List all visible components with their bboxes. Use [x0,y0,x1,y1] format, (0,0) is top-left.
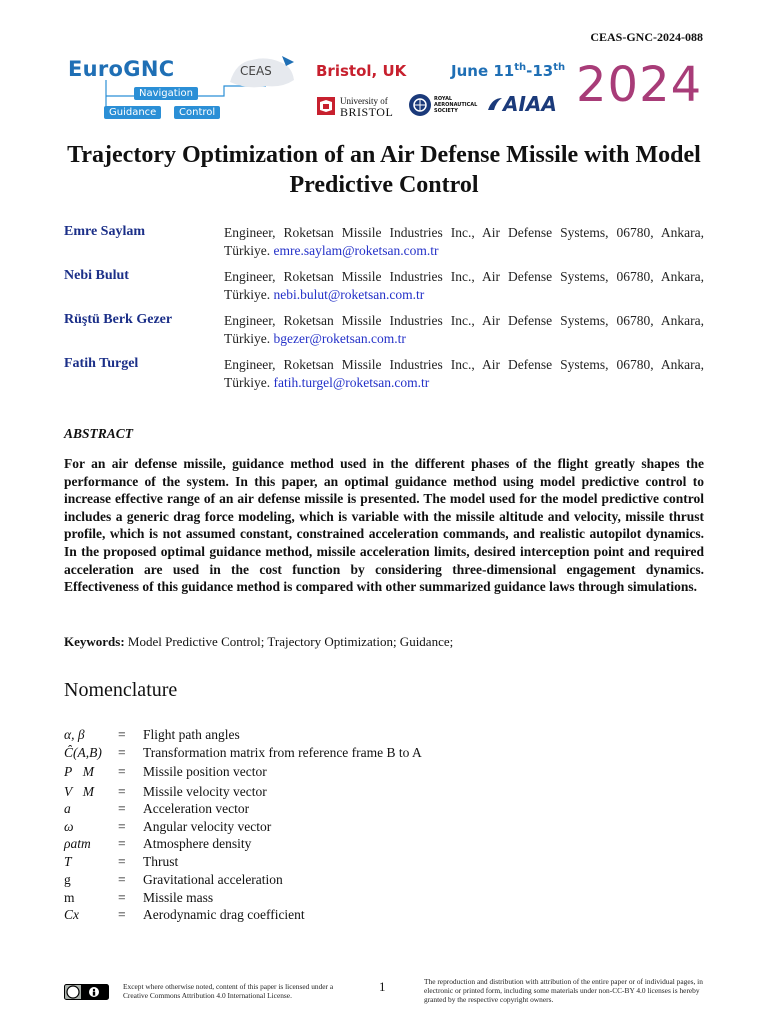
nomenclature-symbol: m [64,890,75,905]
author-entry [64,312,704,352]
nomenclature-row: Ĉ(A,B) = Transformation matrix from reference frame B to A [64,745,422,760]
keywords [64,634,453,650]
nomenclature-row: ρatm = Atmosphere density [64,836,252,851]
author-affiliation: Engineer, Roketsan Missile Industries Inc., Air Defense Systems, 06780, Ankara, Türkiye. emre.saylam@roketsan.com.tr [224,225,704,258]
navigation-block: Navigation [134,87,198,100]
creative-commons-badge-icon [64,984,109,1000]
nomenclature-symbol: g [64,872,71,887]
nomenclature-row: a⃗ = Acceleration vector [64,801,250,816]
author-name: Nebi Bulut [64,268,129,283]
license-notice: Except where otherwise noted, content of this paper is licensed under a Creative Commons Attribution 4.0 International License. [123,982,334,1001]
nomenclature-definition: Missile mass [143,890,214,905]
aiaa-logo-text: AIAA [503,92,557,116]
keywords-list: Model Predictive Control; Trajectory Optimization; Guidance; [127,634,454,649]
author-name: Fatih Turgel [64,356,139,371]
university-crest-icon [316,96,336,116]
author-email-link[interactable]: bgezer@roketsan.com.tr [273,331,406,346]
author-email-link[interactable]: emre.saylam@roketsan.com.tr [273,243,439,258]
conference-dates: June 11th-13th [451,62,566,80]
nomenclature-definition: Flight path angles [143,727,240,742]
ceas-logo-text: CEAS [240,64,272,78]
paper-title: Trajectory Optimization of an Air Defense Missile with Model Predictive Control [67,142,701,198]
nomenclature-definition: Aerodynamic drag coefficient [143,907,305,922]
abstract-body: For an air defense missile, guidance method used in the different phases of the flight greatly shapes the performance of the system. In this paper, an optimal guidance method using model predictive control to increase effective range of an air defense missile is presented. The model used for the model predictive control includes a generic drag force modeling, which is variable with the missile altitude and velocity, missile thrust profile, which is not assumed constant, constrained acceleration commands, and realistic autopilot dynamics. In the proposed optimal guidance method, missile acceleration limits, desired interception point and required acceleration are used in the cost function by considering three-dimensional engagement dynamics. Effectiveness of this guidance method is compared with other summarized guidance laws through simulations. [64,456,704,595]
nomenclature-definition: Thrust [143,854,179,869]
author-name: Emre Saylam [64,224,146,239]
author-entry [64,224,704,264]
conference-location: Bristol, UK [316,62,407,80]
author-email-link[interactable]: fatih.turgel@roketsan.com.tr [273,375,430,390]
nomenclature-definition: Missile velocity vector [143,784,267,799]
nomenclature-definition: Atmosphere density [143,836,252,851]
nomenclature-row: α, β = Flight path angles [64,727,240,742]
nomenclature-symbol: a⃗ [64,801,82,816]
nomenclature-row: V⃗M = Missile velocity vector [64,784,267,799]
nomenclature-row: g = Gravitational acceleration [64,872,283,887]
author-entry [64,356,704,396]
author-name: Rüştü Berk Gezer [64,312,173,327]
keywords-label: Keywords: [64,634,125,649]
nomenclature-definition: Acceleration vector [143,801,250,816]
control-block: Control [174,106,220,119]
nomenclature-row: Cx = Aerodynamic drag coefficient [64,907,305,922]
paper-id: CEAS-GNC-2024-088 [590,30,703,44]
author-entry [64,268,704,308]
raes-emblem-icon [408,93,432,117]
author-affiliation: Engineer, Roketsan Missile Industries Inc., Air Defense Systems, 06780, Ankara, Türkiye. fatih.turgel@roketsan.com.tr [224,357,704,390]
nomenclature-symbol: Ĉ(A,B) [64,745,102,760]
author-email-link[interactable]: nebi.bulut@roketsan.com.tr [273,287,425,302]
nomenclature-symbol: P⃗M [64,764,94,779]
nomenclature-row: ω⃗ = Angular velocity vector [64,819,272,834]
abstract-heading: ABSTRACT [64,426,134,441]
nomenclature-definition: Missile position vector [143,764,267,779]
nomenclature-symbol: ρatm [64,836,91,851]
nomenclature-symbol: V⃗M [64,784,94,799]
guidance-block: Guidance [104,106,161,119]
nomenclature-row: T = Thrust [64,854,179,869]
nomenclature-row: m = Missile mass [64,890,214,905]
university-line2: BRISTOL [340,105,394,119]
raes-text: ROYAL AERONAUTICAL SOCIETY [434,96,478,114]
conference-year: 2024 [576,57,703,113]
nomenclature-definition: Angular velocity vector [143,819,272,834]
eurognc-logo-text: EuroGNC [68,57,175,81]
aiaa-swoosh-icon [486,96,504,112]
nomenclature-symbol: ω⃗ [64,819,85,834]
author-affiliation: Engineer, Roketsan Missile Industries Inc., Air Defense Systems, 06780, Ankara, Türkiye. bgezer@roketsan.com.tr [224,313,704,346]
nomenclature-symbol: T [64,854,72,869]
nomenclature-symbol: α, β [64,727,85,742]
page-number: 1 [379,979,386,994]
nomenclature-definition: Transformation matrix from reference frame B to A [143,745,422,760]
nomenclature-row: P⃗M = Missile position vector [64,764,267,779]
reproduction-notice: The reproduction and distribution with attribution of the entire paper or of individual pages, in electronic or printed form, including some materials under non-CC-BY 4.0 licenses is hereby granted by the respective copyright owners. [424,977,703,1005]
university-line1: University of [340,96,388,106]
nomenclature-symbol: Cx [64,907,79,922]
nomenclature-heading: Nomenclature [64,679,178,701]
author-affiliation: Engineer, Roketsan Missile Industries Inc., Air Defense Systems, 06780, Ankara, Türkiye. nebi.bulut@roketsan.com.tr [224,269,704,302]
nomenclature-definition: Gravitational acceleration [143,872,283,887]
